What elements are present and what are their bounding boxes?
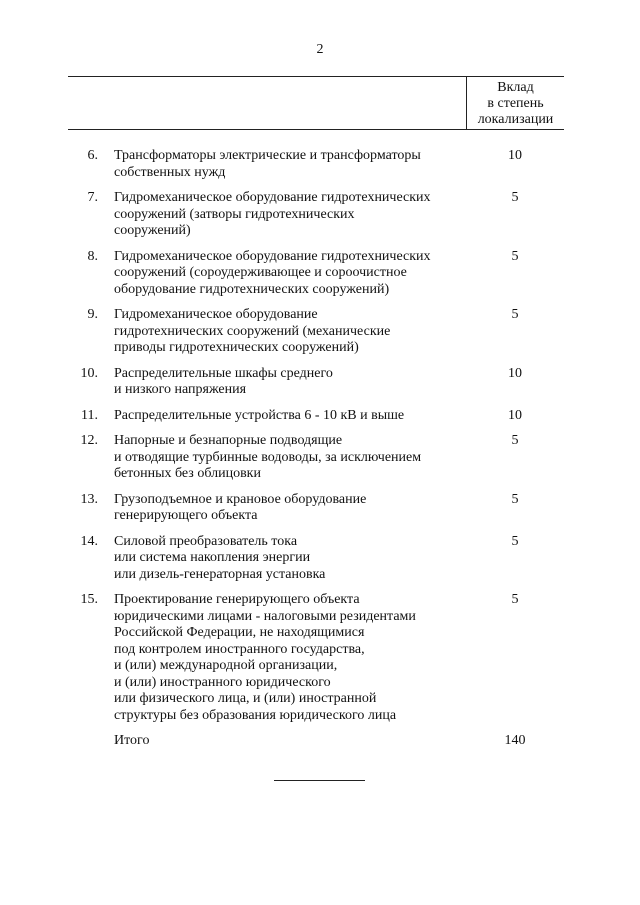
table-row: [68, 307, 564, 357]
row-name-line: Гидромеханическое оборудование: [114, 307, 318, 322]
row-name-line: сооружений (затворы гидротехнических: [114, 206, 355, 222]
row-name-line: и низкого напряжения: [114, 382, 247, 397]
row-name-line: Российской Федерации, не находящимися: [114, 625, 365, 640]
row-name-line: собственных нужд: [114, 164, 226, 180]
table-row: [68, 592, 564, 724]
row-number: 15.: [80, 592, 98, 607]
table-row: [68, 190, 564, 240]
row-name-line: Напорные и безнапорные подводящие: [114, 433, 343, 448]
row-value: 10: [508, 148, 522, 163]
table-body: [68, 148, 564, 733]
row-name-line: юридическими лицами - налоговыми резидентами: [114, 608, 416, 624]
row-name: [114, 249, 474, 299]
row-name-line: гидротехнических сооружений (механические: [114, 323, 391, 339]
row-name-line: Грузоподъемное и крановое оборудование: [114, 491, 367, 507]
row-name: [114, 148, 474, 181]
row-value: 5: [511, 307, 519, 322]
row-name: [114, 190, 474, 240]
row-name: [114, 307, 474, 357]
row-number: 8.: [87, 248, 98, 264]
table-row: [68, 249, 564, 299]
page-number: 2: [316, 42, 324, 57]
table-row: [68, 492, 564, 525]
total-row: [68, 733, 564, 749]
column-header-line: в степень: [487, 96, 544, 111]
row-name-line: бетонных без облицовки: [114, 466, 261, 481]
row-name-line: Гидромеханическое оборудование гидротехнических: [114, 190, 431, 205]
row-name: [114, 492, 474, 525]
row-name-line: или дизель-генераторная установка: [114, 566, 326, 582]
row-value: 5: [511, 248, 519, 264]
row-number: 7.: [87, 190, 98, 205]
table-header: [68, 76, 564, 130]
row-number: 14.: [80, 533, 98, 549]
column-header-contribution: [466, 77, 564, 129]
row-name-line: Распределительные устройства 6 - 10 кВ и выше: [114, 407, 405, 423]
row-number: 11.: [81, 407, 98, 423]
row-name-line: или физического лица, и (или) иностранной: [114, 691, 377, 706]
row-value: 5: [511, 592, 519, 607]
column-header-line: локализации: [477, 112, 554, 127]
row-name: [114, 592, 474, 724]
row-name-line: под контролем иностранного государства,: [114, 641, 365, 657]
row-name: [114, 408, 474, 425]
row-value: 5: [511, 190, 519, 205]
row-name-line: Силовой преобразователь тока: [114, 533, 298, 549]
row-name-line: Гидромеханическое оборудование гидротехнических: [114, 248, 431, 264]
row-name-line: Распределительные шкафы среднего: [114, 365, 333, 381]
column-header-line: Вклад: [497, 80, 534, 95]
table-row: [68, 366, 564, 399]
table-row: [68, 433, 564, 483]
row-name-line: Проектирование генерирующего объекта: [114, 592, 360, 607]
row-number: 13.: [80, 491, 98, 507]
row-value: 5: [511, 533, 519, 549]
row-value: 5: [511, 433, 519, 448]
table-row: [68, 148, 564, 181]
end-divider: [274, 780, 365, 781]
row-number: 9.: [87, 307, 98, 322]
row-name-line: Трансформаторы электрические и трансформаторы: [114, 148, 421, 163]
row-name: [114, 433, 474, 483]
row-value: 10: [508, 365, 522, 381]
total-label: Итого: [114, 733, 150, 748]
row-number: 6.: [87, 148, 98, 163]
row-value: 5: [511, 491, 519, 507]
table-row: [68, 534, 564, 584]
row-number: 12.: [80, 433, 98, 448]
row-value: 10: [508, 407, 522, 423]
row-name-line: сооружений): [114, 223, 191, 238]
total-value: 140: [504, 733, 526, 748]
row-name-line: и отводящие турбинные водоводы, за исключением: [114, 449, 422, 465]
row-name-line: приводы гидротехнических сооружений): [114, 340, 359, 355]
row-name: [114, 534, 474, 584]
row-name-line: генерирующего объекта: [114, 508, 258, 523]
row-name-line: оборудование гидротехнических сооружений): [114, 281, 390, 297]
table-row: [68, 408, 564, 425]
row-name: [114, 366, 474, 399]
row-name-line: структуры без образования юридического лица: [114, 707, 397, 723]
row-name-line: и (или) международной организации,: [114, 658, 338, 673]
row-name-line: или система накопления энергии: [114, 550, 311, 565]
row-name-line: сооружений (сороудерживающее и сороочистное: [114, 265, 407, 280]
row-name-line: и (или) иностранного юридического: [114, 674, 331, 690]
row-number: 10.: [80, 365, 98, 381]
